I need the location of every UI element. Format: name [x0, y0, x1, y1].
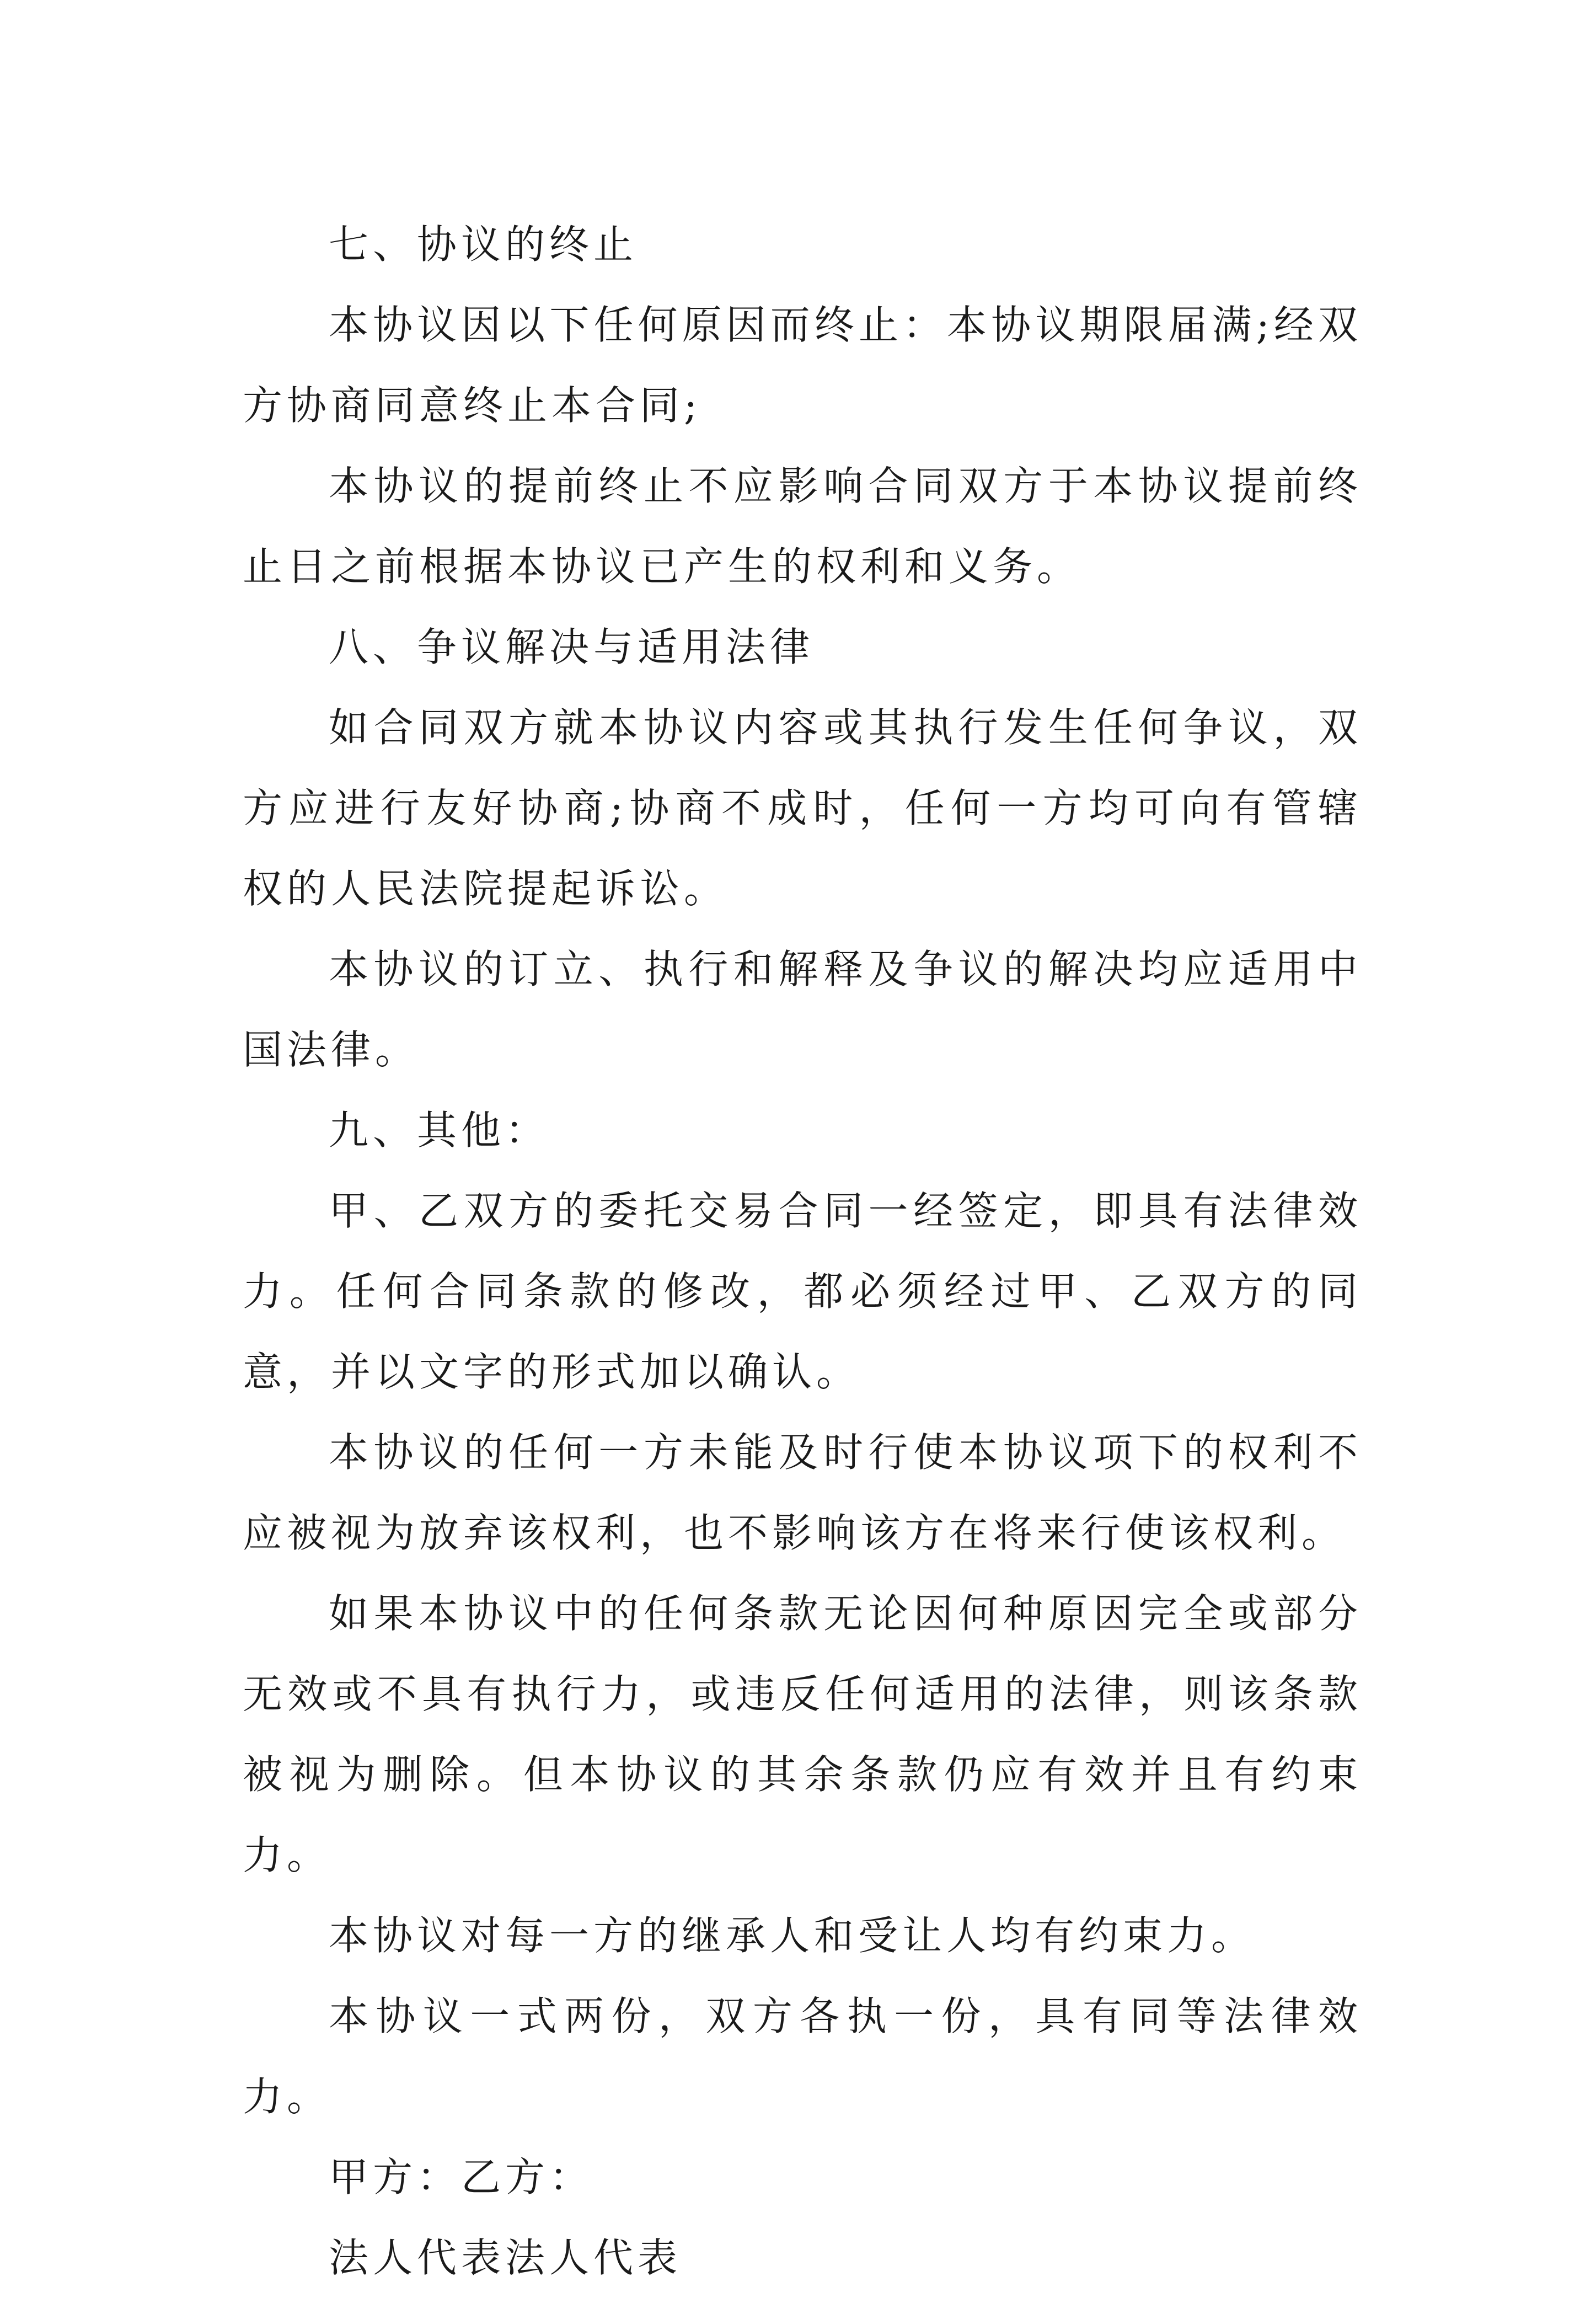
paragraph-termination-causes: 本协议因以下任何原因而终止：本协议期限届满;经双方协商同意终止本合同;	[243, 302, 1362, 429]
signature-parties: 甲方：乙方：	[329, 2154, 594, 2200]
paragraph-waiver: 本协议的任何一方未能及时行使本协议项下的权利不应被视为放弃该权利，也不影响该方在将来行使该权利。	[243, 1429, 1362, 1556]
paragraph-early-termination: 本协议的提前终止不应影响合同双方于本协议提前终止日之前根据本协议已产生的权利和义务。	[243, 463, 1362, 590]
paragraph-severability: 如果本协议中的任何条款无论因何种原因完全或部分无效或不具有执行力，或违反任何适用的法律，则该条款被视为删除。但本协议的其余条款仍应有效并且有约束力。	[243, 1590, 1362, 1878]
paragraph-dispute-resolution: 如合同双方就本协议内容或其执行发生任何争议，双方应进行友好协商;协商不成时，任何一方均可向有管辖权的人民法院提起诉讼。	[243, 704, 1362, 912]
paragraph-contract-effect: 甲、乙双方的委托交易合同一经签定，即具有法律效力。任何合同条款的修改，都必须经过甲、乙双方的同意，并以文字的形式加以确认。	[243, 1188, 1362, 1395]
paragraph-successors: 本协议对每一方的继承人和受让人均有约束力。	[329, 1912, 1256, 1959]
paragraph-copies: 本协议一式两份，双方各执一份，具有同等法律效力。	[243, 1993, 1362, 2120]
document-body	[243, 204, 1362, 2298]
paragraph-governing-law: 本协议的订立、执行和解释及争议的解决均应适用中国法律。	[243, 946, 1362, 1073]
section-heading-other: 九、其他：	[329, 1107, 550, 1153]
section-heading-dispute: 八、争议解决与适用法律	[329, 624, 815, 670]
section-heading-termination: 七、协议的终止	[329, 221, 638, 268]
signature-representatives: 法人代表法人代表	[329, 2235, 682, 2281]
